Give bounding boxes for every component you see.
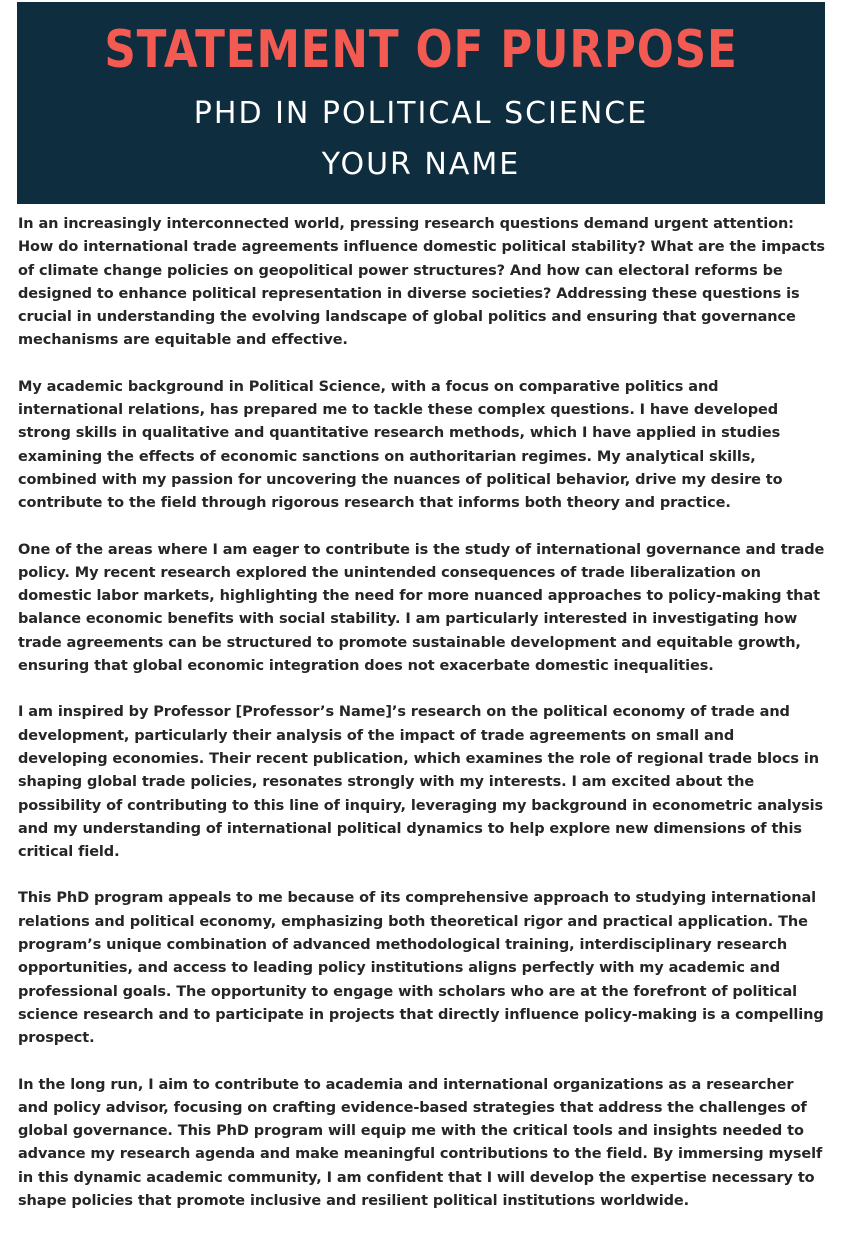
degree-subtitle: PHD IN POLITICAL SCIENCE <box>193 96 649 131</box>
paragraph-academic-background: My academic background in Political Science, with a focus on comparative politics and international relations, has prepared me to tackle these complex questions. I have developed strong skills in qualitative and quantitative research methods, which I have applied in studies examining the effects of economic sanctions on authoritarian regimes. My analytical skills, combined with my passion for uncovering the nuances of political behavior, drive my desire to contribute to the field through rigorous research that informs both theory and practice. <box>18 378 783 512</box>
document-title: STATEMENT OF PURPOSE <box>104 20 738 80</box>
statement-body <box>18 213 828 1236</box>
paragraph-long-term-goals: In the long run, I aim to contribute to academia and international organizations as a researcher and policy advisor, focusing on crafting evidence-based strategies that address the challenges of global governance. This PhD program will equip me with the critical tools and insights needed to advance my research agenda and make meaningful contributions to the field. By immersing myself in this dynamic academic community, I am confident that I will develop the expertise necessary to shape policies that promote inclusive and resilient political institutions worldwide. <box>18 1076 823 1209</box>
applicant-name: YOUR NAME <box>321 147 521 182</box>
paragraph-program-fit: This PhD program appeals to me because of its comprehensive approach to studying international relations and political economy, emphasizing both theoretical rigor and practical application. The program’s unique combination of advanced methodological training, interdisciplinary research opportunities, and access to leading policy institutions aligns perfectly with my academic and professional goals. The opportunity to engage with scholars who are at the forefront of political science research and to participate in projects that directly influence policy-making is a compelling prospect. <box>18 890 824 1047</box>
header-banner <box>17 2 825 204</box>
paragraph-research-interests: One of the areas where I am eager to contribute is the study of international governance and trade policy. My recent research explored the unintended consequences of trade liberalization on domestic labor markets, highlighting the need for more nuanced approaches to policy-making that balance economic benefits with social stability. I am particularly interested in investigating how trade agreements can be structured to promote sustainable development and equitable growth, ensuring that global economic integration does not exacerbate domestic inequalities. <box>18 541 825 675</box>
paragraph-faculty-fit: I am inspired by Professor [Professor’s Name]’s research on the political economy of trade and development, particularly their analysis of the impact of trade agreements on small and developing economies. Their recent publication, which examines the role of regional trade blocs in shaping global trade policies, resonates strongly with my interests. I am excited about the possibility of contributing to this line of inquiry, leveraging my background in econometric analysis and my understanding of international political dynamics to help explore new dimensions of this critical field. <box>18 704 824 861</box>
paragraph-research-questions: In an increasingly interconnected world, pressing research questions demand urgent attention: How do international trade agreements influence domestic political stability? What are the impacts of climate change policies on geopolitical power structures? And how can electoral reforms be designed to enhance political representation in diverse societies? Addressing these questions is crucial in understanding the evolving landscape of global politics and ensuring that governance mechanisms are equitable and effective. <box>18 216 825 349</box>
